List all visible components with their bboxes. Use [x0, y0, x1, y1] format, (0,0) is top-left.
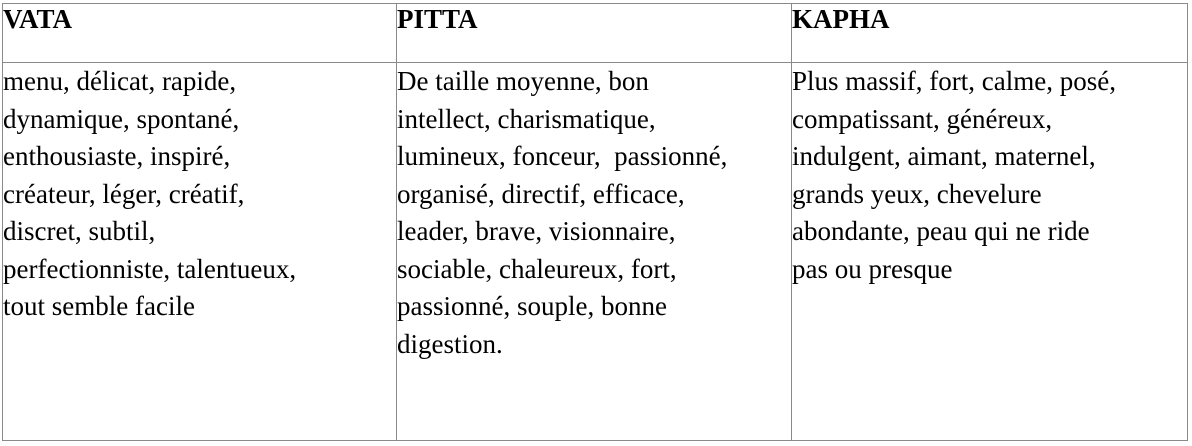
- dosha-table: [2, 3, 1188, 441]
- vata-line: dynamique, spontané,: [3, 103, 240, 134]
- vata-line: enthousiaste, inspiré,: [3, 141, 231, 171]
- header-kapha: KAPHA: [792, 4, 1188, 63]
- vata-line: tout semble facile: [3, 291, 195, 321]
- kapha-line: abondante, peau qui ne ride: [792, 216, 1090, 246]
- cell-vata-traits: [3, 63, 397, 441]
- kapha-line: grands yeux, chevelure: [792, 178, 1042, 209]
- pitta-line: digestion.: [397, 328, 503, 359]
- header-vata: VATA: [3, 4, 397, 63]
- pitta-line: lumineux, fonceur, passionné,: [397, 141, 728, 171]
- kapha-line: pas ou presque: [792, 253, 953, 284]
- header-row: [3, 4, 1188, 63]
- vata-line: discret, subtil,: [3, 216, 156, 246]
- kapha-line: Plus massif, fort, calme, posé,: [792, 66, 1116, 96]
- vata-line: créateur, léger, créatif,: [3, 178, 245, 209]
- pitta-line: intellect, charismatique,: [397, 103, 656, 134]
- pitta-line: De taille moyenne, bon: [397, 66, 649, 96]
- vata-line: menu, délicat, rapide,: [3, 66, 237, 96]
- kapha-line: compatissant, généreux,: [792, 103, 1053, 134]
- pitta-line: organisé, directif, efficace,: [397, 178, 685, 209]
- header-pitta: PITTA: [397, 4, 792, 63]
- pitta-line: passionné, souple, bonne: [397, 291, 667, 321]
- pitta-line: leader, brave, visionnaire,: [397, 216, 676, 246]
- kapha-line: indulgent, aimant, maternel,: [792, 141, 1096, 171]
- pitta-line: sociable, chaleureux, fort,: [397, 253, 677, 284]
- traits-row: [3, 63, 1188, 441]
- cell-kapha-traits: [792, 63, 1188, 441]
- vata-line: perfectionniste, talentueux,: [3, 253, 297, 284]
- cell-pitta-traits: [397, 63, 792, 441]
